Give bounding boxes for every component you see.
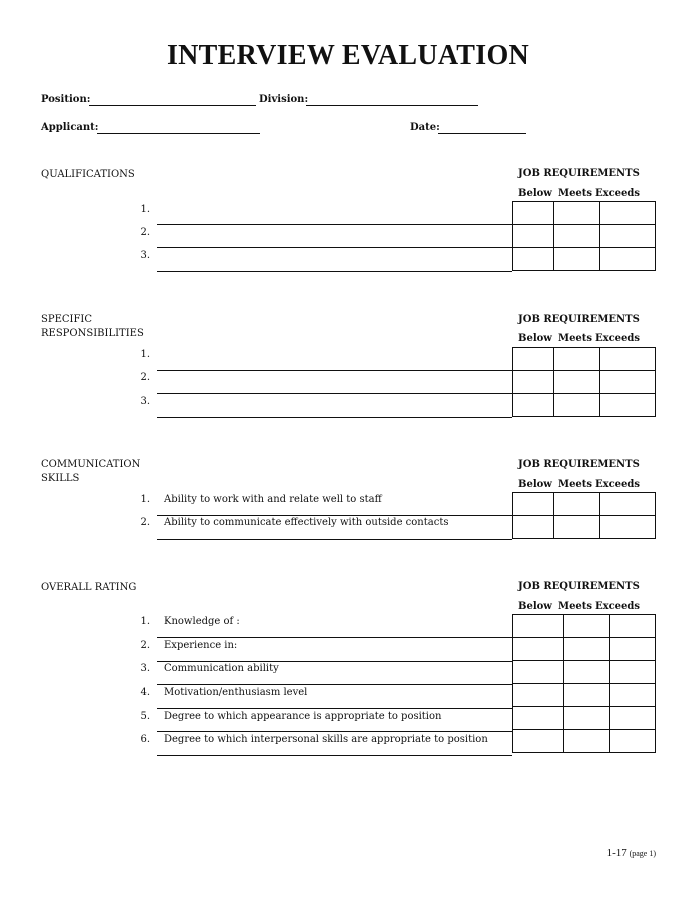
answer-line [157,515,512,516]
answer-line [157,637,512,638]
col-below: Below [518,601,552,612]
job-requirements-heading: JOB REQUIREMENTS [518,168,640,179]
position-field[interactable] [89,105,256,106]
rating-cell-below[interactable] [513,730,564,753]
answer-line [157,661,512,662]
rating-cell-meets[interactable] [564,638,610,661]
rating-cell-below[interactable] [513,248,554,271]
item-text: Knowledge of : [164,616,240,627]
rating-cell-below[interactable] [513,348,554,371]
rating-cell-exceeds[interactable] [610,684,656,707]
item-number: 1. [140,349,150,360]
rating-cell-meets[interactable] [554,394,600,417]
rating-cell-exceeds[interactable] [610,638,656,661]
rating-cell-meets[interactable] [564,661,610,684]
col-meets: Meets [558,601,593,612]
page-footer [607,847,656,859]
col-exceeds: Exceeds [595,479,641,490]
section-label: QUALIFICATIONS [41,169,135,180]
rating-grid [512,201,656,271]
col-meets: Meets [558,479,593,490]
item-text: Degree to which interpersonal skills are appropriate to position [164,734,488,745]
rating-cell-meets[interactable] [554,225,600,248]
rating-cell-exceeds[interactable] [600,225,656,248]
col-exceeds: Exceeds [595,601,641,612]
col-below: Below [518,188,552,199]
applicant-label: Applicant: [41,122,99,133]
rating-cell-below[interactable] [513,638,564,661]
date-label: Date: [410,122,440,133]
answer-line[interactable] [157,370,512,371]
item-number: 2. [140,227,150,238]
rating-cell-exceeds[interactable] [600,394,656,417]
job-requirements-heading: JOB REQUIREMENTS [518,581,640,592]
rating-grid [512,347,656,417]
rating-cell-exceeds[interactable] [600,516,656,539]
col-exceeds: Exceeds [595,333,641,344]
answer-line [157,755,512,756]
division-label: Division: [259,94,309,105]
item-text: Experience in: [164,640,238,651]
rating-cell-below[interactable] [513,394,554,417]
rating-cell-below[interactable] [513,615,564,638]
item-number: 3. [140,396,150,407]
rating-cell-below[interactable] [513,516,554,539]
answer-line [157,731,512,732]
item-text: Ability to communicate effectively with outside contacts [164,517,449,528]
rating-cell-exceeds[interactable] [600,348,656,371]
rating-cell-meets[interactable] [554,348,600,371]
answer-line[interactable] [157,247,512,248]
rating-cell-meets[interactable] [564,707,610,730]
item-text: Degree to which appearance is appropriate to position [164,711,442,722]
rating-cell-meets[interactable] [564,615,610,638]
rating-cell-meets[interactable] [554,371,600,394]
rating-cell-exceeds[interactable] [600,371,656,394]
item-number: 3. [140,663,150,674]
section-label: OVERALL RATING [41,582,137,593]
rating-cell-below[interactable] [513,202,554,225]
rating-cell-below[interactable] [513,225,554,248]
col-meets: Meets [558,333,593,344]
item-number: 2. [140,372,150,383]
rating-cell-below[interactable] [513,684,564,707]
item-number: 1. [140,204,150,215]
applicant-field[interactable] [97,133,260,134]
page-code: 1-17 [606,847,627,859]
item-number: 6. [140,734,150,745]
section-label: COMMUNICATION SKILLS [41,459,141,484]
rating-cell-below[interactable] [513,707,564,730]
item-number: 2. [140,640,150,651]
col-below: Below [518,479,552,490]
rating-cell-meets[interactable] [554,202,600,225]
rating-cell-meets[interactable] [564,730,610,753]
item-text: Communication ability [164,663,279,674]
item-number: 2. [140,517,150,528]
rating-cell-below[interactable] [513,371,554,394]
rating-cell-meets[interactable] [554,493,600,516]
page-title: INTERVIEW EVALUATION [166,40,530,71]
rating-grid [512,492,656,539]
rating-grid [512,614,656,753]
answer-line[interactable] [157,271,512,272]
item-text: Motivation/enthusiasm level [164,687,308,698]
answer-line[interactable] [157,393,512,394]
item-number: 3. [140,250,150,261]
item-text: Ability to work with and relate well to staff [164,494,382,505]
rating-cell-below[interactable] [513,493,554,516]
item-number: 5. [140,711,150,722]
rating-cell-exceeds[interactable] [610,730,656,753]
division-field[interactable] [306,105,478,106]
rating-cell-meets[interactable] [554,248,600,271]
job-requirements-heading: JOB REQUIREMENTS [518,459,640,470]
date-field[interactable] [438,133,526,134]
rating-cell-exceeds[interactable] [610,707,656,730]
item-number: 4. [140,687,150,698]
col-below: Below [518,333,552,344]
answer-line[interactable] [157,417,512,418]
answer-line [157,539,512,540]
rating-cell-meets[interactable] [564,684,610,707]
section-label: SPECIFIC RESPONSIBILITIES [41,314,144,339]
page-note: (page 1) [629,849,656,858]
col-meets: Meets [558,188,593,199]
position-label: Position: [41,94,91,105]
col-exceeds: Exceeds [595,188,641,199]
answer-line[interactable] [157,224,512,225]
rating-cell-below[interactable] [513,661,564,684]
answer-line [157,684,512,685]
item-number: 1. [140,494,150,505]
rating-cell-exceeds[interactable] [600,202,656,225]
job-requirements-heading: JOB REQUIREMENTS [518,314,640,325]
rating-cell-exceeds[interactable] [600,248,656,271]
rating-cell-exceeds[interactable] [610,661,656,684]
rating-cell-meets[interactable] [554,516,600,539]
rating-cell-exceeds[interactable] [610,615,656,638]
item-number: 1. [140,616,150,627]
rating-cell-exceeds[interactable] [600,493,656,516]
answer-line [157,708,512,709]
